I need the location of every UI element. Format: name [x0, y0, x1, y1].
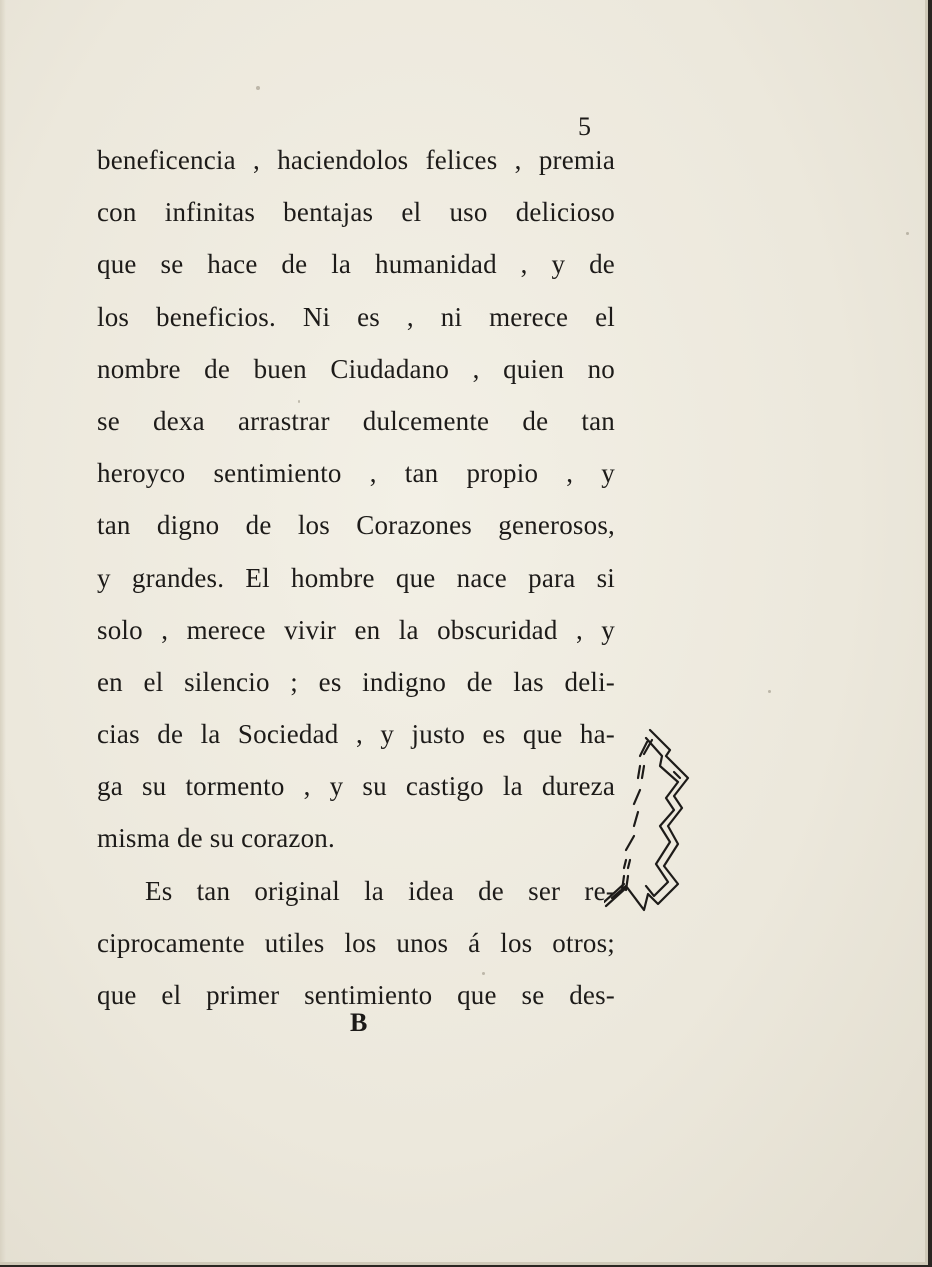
- paper-speck: [906, 232, 909, 235]
- signature-mark: B: [350, 1008, 368, 1037]
- page-edge-shadow: [0, 0, 6, 1262]
- text-line: los beneficios. Ni es , ni merece el: [97, 301, 615, 332]
- paper-speck: [298, 400, 300, 403]
- text-line: con infinitas bentajas el uso delicioso: [97, 197, 615, 228]
- text-line: misma de su corazon.: [97, 823, 335, 854]
- text-line: nombre de buen Ciudadano , quien no: [97, 353, 615, 384]
- body-text: [97, 134, 615, 1021]
- text-line: en el silencio ; es indigno de las deli-: [97, 666, 615, 697]
- text-line: cias de la Sociedad , y justo es que ha-: [97, 719, 615, 750]
- text-line: tan digno de los Corazones generosos,: [97, 510, 615, 541]
- text-line: Es tan original la idea de ser re-: [145, 875, 615, 906]
- text-line: que se hace de la humanidad , y de: [97, 249, 615, 280]
- text-line: heroyco sentimiento , tan propio , y: [97, 458, 615, 489]
- paper-speck: [768, 690, 771, 693]
- text-line: y grandes. El hombre que nace para si: [97, 562, 615, 593]
- text-line: ga su tormento , y su castigo la dureza: [97, 771, 615, 802]
- text-line: solo , merece vivir en la obscuridad , y: [97, 614, 615, 645]
- paper-speck: [482, 972, 485, 975]
- page-number: 5: [578, 112, 591, 141]
- paper-speck: [256, 86, 260, 90]
- text-line: beneficencia , haciendolos felices , premia: [97, 145, 615, 175]
- hand-drawn-bracket-ornament-icon: [604, 726, 710, 916]
- text-line: se dexa arrastrar dulcemente de tan: [97, 405, 615, 436]
- text-line: que el primer sentimiento que se des-: [97, 980, 615, 1010]
- text-line: ciprocamente utiles los unos á los otros;: [97, 927, 615, 958]
